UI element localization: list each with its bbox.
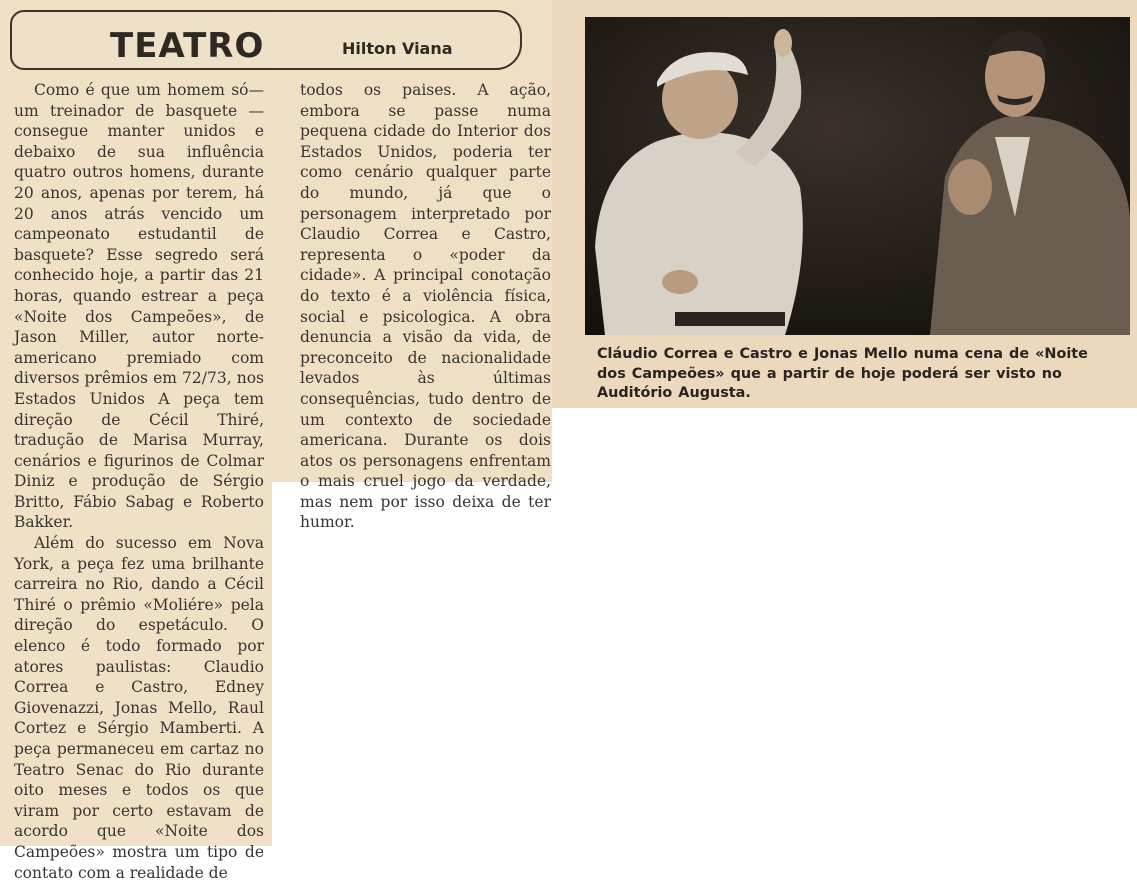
photo-caption: Cláudio Correa e Castro e Jonas Mello numa cena de «Noite dos Campeões» que a partir de hoje poderá ser visto no Auditório Augusta.: [597, 346, 1088, 401]
theater-scene-photo: [585, 17, 1130, 335]
article-paragraph: todos os paises. A ação, embora se passe numa pequena cidade do Interior dos Estados Unidos, poderia ter como cenário qualquer parte do mundo, já que o personagem interpretado por Claudio Correa e Castro, representa o «poder da cidade». A principal conotação do texto é a violência física, social e psicologica. A obra denuncia a visão da vida, de preconceito de nacionalidade levados às últimas consequências, tudo dentro de um contexto de sociedade americana. Durante os dois atos os personagens enfrentam o mais cruel jogo da verdade, mas nem por isso deixa de ter humor.: [300, 81, 551, 532]
section-title: TEATRO: [110, 26, 265, 66]
article-paragraph: Como é que um homem só— um treinador de basquete — consegue manter unidos e debaixo de sua influência quatro outros homens, durante 20 anos, apenas por terem, há 20 anos atrás vencido um campeonato estudantil de basquete? Esse segredo será conhecido hoje, a partir das 21 horas, quando estrear a peça «Noite dos Campeões», de Jason Miller, autor norte-americano premiado com diversos prêmios em 72/73, nos Estados Unidos A peça tem direção de Cécil Thiré, tradução de Marisa Murray, cenários e figurinos de Colmar Diniz e produção de Sérgio Britto, Fábio Sabag e Roberto Bakker.: [14, 81, 264, 532]
author-byline: Hilton Viana: [342, 39, 453, 58]
article-paragraph: Além do sucesso em Nova York, a peça fez uma brilhante carreira no Rio, dando a Cécil Thiré o prêmio «Moliére» pela direção do espetáculo. O elenco é todo formado por atores paulistas: Claudio Correa e Castro, Edney Giovenazzi, Jonas Mello, Raul Cortez e Sérgio Mamberti. A peça permaneceu em cartaz no Teatro Senac do Rio durante oito meses e todos os que viram por certo estavam de acordo que «Noite dos Campeões» mostra um tipo de contato com a realidade de: [14, 534, 264, 882]
article-column-2: [300, 80, 551, 533]
article-column-1: [14, 80, 264, 883]
section-header: [10, 10, 522, 70]
photo-illustration: [585, 17, 1130, 335]
